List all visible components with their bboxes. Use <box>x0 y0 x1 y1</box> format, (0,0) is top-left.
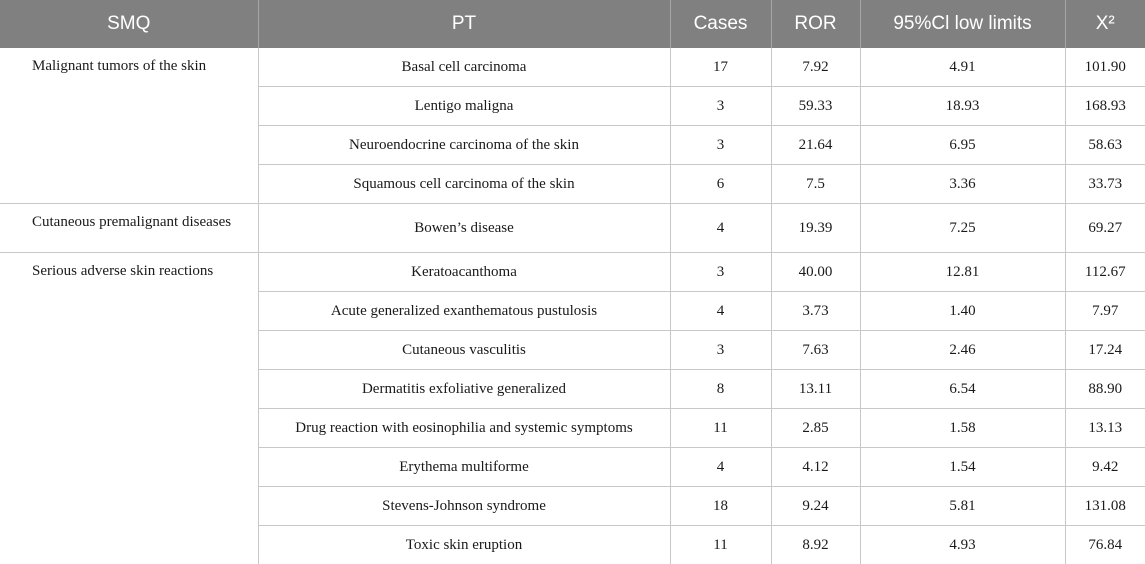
table-row <box>0 48 1145 87</box>
pt-cell: Lentigo maligna <box>258 87 670 126</box>
ror-cell: 4.12 <box>771 448 860 487</box>
ror-cell: 8.92 <box>771 526 860 564</box>
cases-cell: 11 <box>670 526 771 564</box>
pt-cell: Erythema multiforme <box>258 448 670 487</box>
ci-low-cell: 4.91 <box>860 48 1065 87</box>
x2-cell: 9.42 <box>1065 448 1145 487</box>
ci-low-cell: 5.81 <box>860 487 1065 526</box>
cases-cell: 11 <box>670 409 771 448</box>
cases-cell: 3 <box>670 87 771 126</box>
cases-cell: 6 <box>670 165 771 204</box>
pt-cell: Neuroendocrine carcinoma of the skin <box>258 126 670 165</box>
smq-cell: Cutaneous premalignant diseases <box>0 204 258 253</box>
x2-cell: 58.63 <box>1065 126 1145 165</box>
x2-cell: 7.97 <box>1065 292 1145 331</box>
ci-low-cell: 18.93 <box>860 87 1065 126</box>
header-x2: X² <box>1065 0 1145 48</box>
ror-cell: 13.11 <box>771 370 860 409</box>
smq-cell: Serious adverse skin reactions <box>0 253 258 564</box>
ror-cell: 40.00 <box>771 253 860 292</box>
cases-cell: 18 <box>670 487 771 526</box>
pt-cell: Bowen’s disease <box>258 204 670 253</box>
cases-cell: 4 <box>670 204 771 253</box>
ci-low-cell: 7.25 <box>860 204 1065 253</box>
ror-cell: 7.5 <box>771 165 860 204</box>
ror-cell: 7.92 <box>771 48 860 87</box>
ci-low-cell: 6.95 <box>860 126 1065 165</box>
cases-cell: 4 <box>670 448 771 487</box>
x2-cell: 76.84 <box>1065 526 1145 564</box>
table-row <box>0 253 1145 292</box>
pt-cell: Acute generalized exanthematous pustulosis <box>258 292 670 331</box>
cases-cell: 8 <box>670 370 771 409</box>
header-pt: PT <box>258 0 670 48</box>
x2-cell: 168.93 <box>1065 87 1145 126</box>
cases-cell: 17 <box>670 48 771 87</box>
x2-cell: 13.13 <box>1065 409 1145 448</box>
x2-cell: 33.73 <box>1065 165 1145 204</box>
header-ci-low: 95%Cl low limits <box>860 0 1065 48</box>
cases-cell: 3 <box>670 126 771 165</box>
header-cases: Cases <box>670 0 771 48</box>
header-row <box>0 0 1145 48</box>
x2-cell: 88.90 <box>1065 370 1145 409</box>
cases-cell: 4 <box>670 292 771 331</box>
ror-cell: 9.24 <box>771 487 860 526</box>
header-smq: SMQ <box>0 0 258 48</box>
ror-cell: 19.39 <box>771 204 860 253</box>
x2-cell: 101.90 <box>1065 48 1145 87</box>
cases-cell: 3 <box>670 253 771 292</box>
x2-cell: 131.08 <box>1065 487 1145 526</box>
ror-cell: 3.73 <box>771 292 860 331</box>
pt-cell: Cutaneous vasculitis <box>258 331 670 370</box>
ror-cell: 2.85 <box>771 409 860 448</box>
ror-cell: 21.64 <box>771 126 860 165</box>
table-row <box>0 204 1145 253</box>
pt-cell: Dermatitis exfoliative generalized <box>258 370 670 409</box>
ci-low-cell: 1.54 <box>860 448 1065 487</box>
x2-cell: 17.24 <box>1065 331 1145 370</box>
ci-low-cell: 1.40 <box>860 292 1065 331</box>
ci-low-cell: 6.54 <box>860 370 1065 409</box>
ci-low-cell: 1.58 <box>860 409 1065 448</box>
pt-cell: Squamous cell carcinoma of the skin <box>258 165 670 204</box>
pt-cell: Basal cell carcinoma <box>258 48 670 87</box>
pt-cell: Keratoacanthoma <box>258 253 670 292</box>
pt-cell: Stevens-Johnson syndrome <box>258 487 670 526</box>
ror-cell: 59.33 <box>771 87 860 126</box>
ci-low-cell: 3.36 <box>860 165 1065 204</box>
pt-cell: Drug reaction with eosinophilia and systemic symptoms <box>258 409 670 448</box>
x2-cell: 112.67 <box>1065 253 1145 292</box>
cases-cell: 3 <box>670 331 771 370</box>
smq-cell: Malignant tumors of the skin <box>0 48 258 204</box>
ci-low-cell: 2.46 <box>860 331 1065 370</box>
header-ror: ROR <box>771 0 860 48</box>
ror-cell: 7.63 <box>771 331 860 370</box>
pt-cell: Toxic skin eruption <box>258 526 670 564</box>
x2-cell: 69.27 <box>1065 204 1145 253</box>
ci-low-cell: 4.93 <box>860 526 1065 564</box>
ci-low-cell: 12.81 <box>860 253 1065 292</box>
